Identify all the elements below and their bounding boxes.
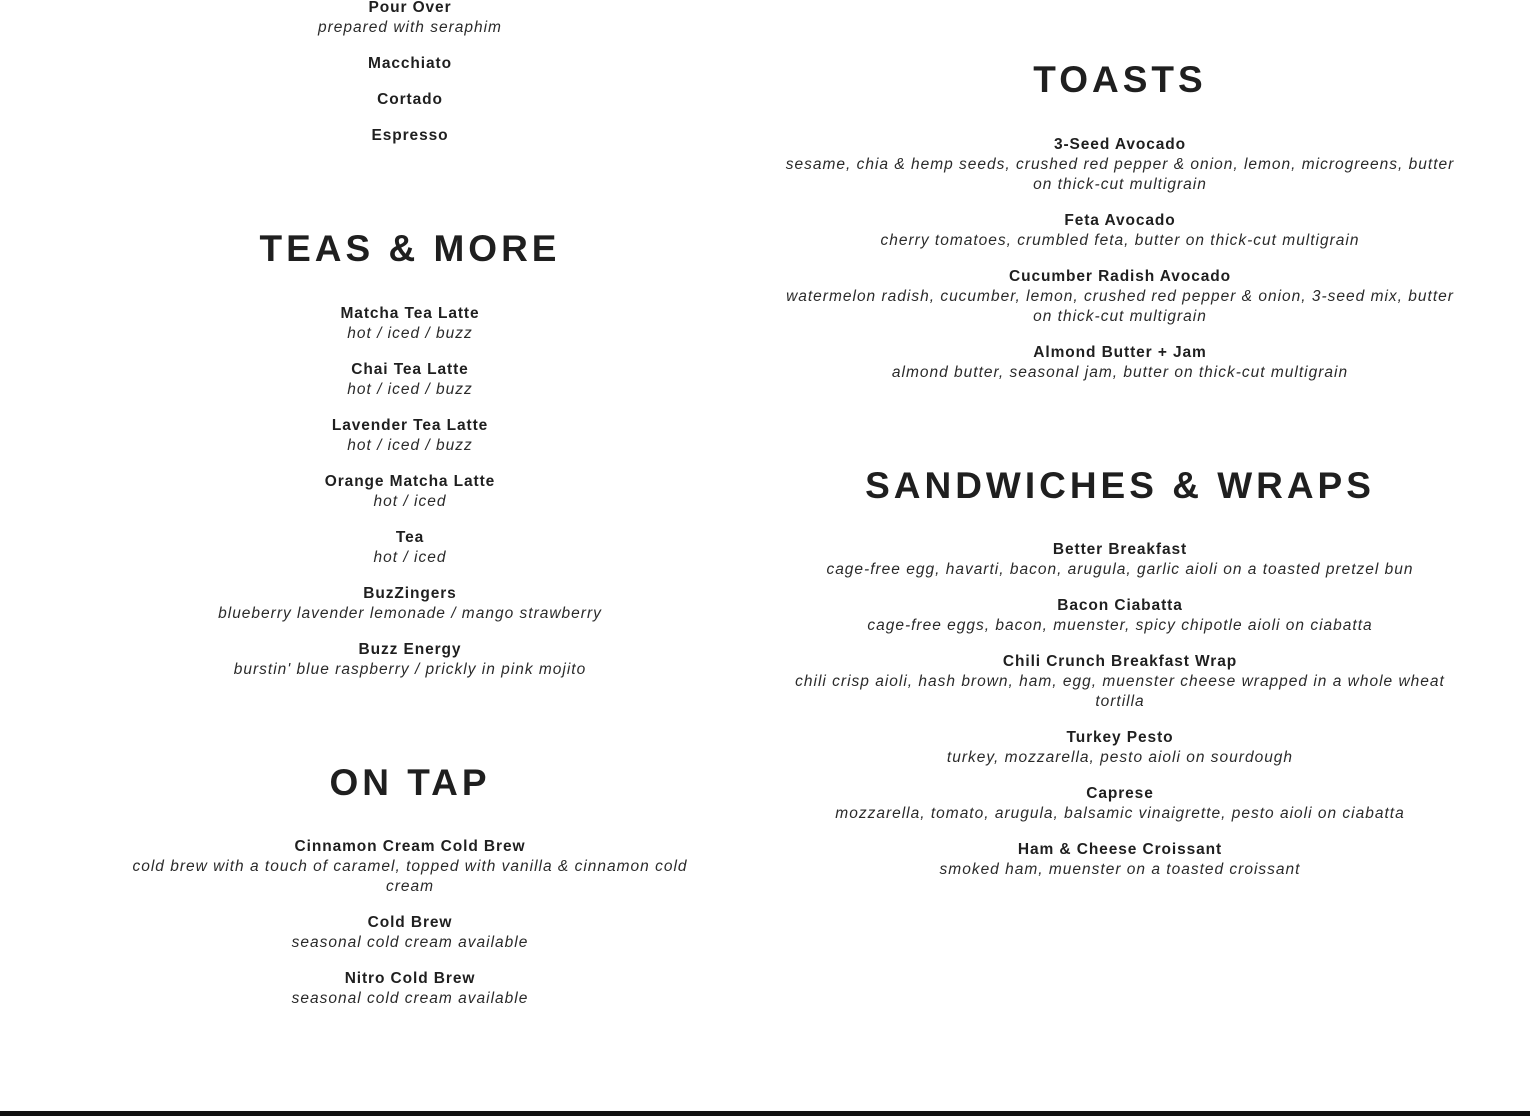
menu-item-description: hot / iced [373, 493, 447, 510]
sandwiches-section [775, 464, 1465, 896]
menu-item-name: Turkey Pesto [1066, 729, 1174, 746]
menu-item [110, 54, 710, 74]
menu-item-description: cold brew with a touch of caramel, topped with vanilla & cinnamon cold cream [132, 858, 688, 895]
menu-item [110, 640, 710, 680]
menu-item-name: Pour Over [368, 0, 452, 16]
menu-item-name: Buzz Energy [358, 641, 462, 658]
menu-item-name: Cold Brew [367, 914, 453, 931]
section-title-sandwiches: SANDWICHES & WRAPS [865, 465, 1375, 506]
menu-item [110, 472, 710, 512]
menu-item-name: Chili Crunch Breakfast Wrap [1002, 653, 1238, 670]
menu-item-description: blueberry lavender lemonade / mango strawberry [218, 605, 602, 622]
menu-item-name: Espresso [371, 127, 449, 144]
menu-item [110, 126, 710, 146]
menu-item [775, 135, 1465, 195]
menu-item-description: seasonal cold cream available [291, 934, 529, 951]
menu-item-description: smoked ham, muenster on a toasted croissant [939, 861, 1301, 878]
menu-item [110, 584, 710, 624]
menu-item-description: mozzarella, tomato, arugula, balsamic vinaigrette, pesto aioli on ciabatta [835, 805, 1405, 822]
menu-item-description: watermelon radish, cucumber, lemon, crushed red pepper & onion, 3-seed mix, butter on thick-cut multigrain [786, 288, 1454, 325]
menu-item [775, 267, 1465, 327]
menu-item [110, 304, 710, 344]
menu-item-name: Caprese [1086, 785, 1154, 802]
menu-item-name: Cucumber Radish Avocado [1009, 268, 1231, 285]
bottom-divider [0, 1111, 1530, 1116]
menu-item [775, 596, 1465, 636]
menu-item-description: seasonal cold cream available [291, 990, 529, 1007]
menu-item-name: 3-Seed Avocado [1053, 136, 1187, 153]
menu-item [775, 343, 1465, 383]
menu-item-name: Orange Matcha Latte [324, 473, 496, 490]
menu-item [110, 913, 710, 953]
coffee-section [110, 0, 710, 162]
menu-item [110, 90, 710, 110]
menu-item [775, 784, 1465, 824]
menu-item-name: Chai Tea Latte [351, 361, 469, 378]
toasts-section [775, 58, 1465, 399]
menu-item-name: Ham & Cheese Croissant [1017, 841, 1223, 858]
section-title-toasts: TOASTS [1033, 59, 1207, 100]
menu-item-name: Cortado [377, 91, 443, 108]
menu-item-description: cage-free eggs, bacon, muenster, spicy chipotle aioli on ciabatta [867, 617, 1373, 634]
menu-item-name: BuzZingers [363, 585, 457, 602]
coffee-items [110, 0, 710, 146]
ontap-items [110, 837, 710, 1009]
menu-item [775, 728, 1465, 768]
menu-item-description: hot / iced / buzz [347, 381, 473, 398]
menu-item-name: Nitro Cold Brew [344, 970, 476, 987]
menu-item-description: hot / iced [373, 549, 447, 566]
menu-item-name: Almond Butter + Jam [1033, 344, 1207, 361]
menu-item [775, 540, 1465, 580]
ontap-section [110, 761, 710, 1025]
menu-item-description: almond butter, seasonal jam, butter on thick-cut multigrain [891, 364, 1349, 381]
menu-item-description: sesame, chia & hemp seeds, crushed red pepper & onion, lemon, microgreens, butter on thick-cut multigrain [785, 156, 1455, 193]
menu-item-description: chili crisp aioli, hash brown, ham, egg, muenster cheese wrapped in a whole wheat tortilla [795, 673, 1445, 710]
menu-item [110, 969, 710, 1009]
menu-item-name: Better Breakfast [1052, 541, 1188, 558]
section-title-ontap: ON TAP [329, 762, 491, 803]
menu-item-description: turkey, mozzarella, pesto aioli on sourdough [946, 749, 1294, 766]
menu-item [775, 211, 1465, 251]
section-title-teas: TEAS & MORE [259, 228, 561, 269]
sandwiches-items [775, 540, 1465, 880]
menu-item [775, 840, 1465, 880]
menu-item-description: hot / iced / buzz [347, 325, 473, 342]
teas-items [110, 304, 710, 680]
teas-section [110, 227, 710, 696]
menu-item-description: cherry tomatoes, crumbled feta, butter on thick-cut multigrain [880, 232, 1360, 249]
menu-item [775, 652, 1465, 712]
menu-item-name: Tea [395, 529, 425, 546]
menu-item-description: hot / iced / buzz [347, 437, 473, 454]
menu-item-description: prepared with seraphim [318, 19, 502, 36]
menu-item [110, 416, 710, 456]
menu-item [110, 0, 710, 38]
menu-item-name: Macchiato [368, 55, 452, 72]
menu-item-description: burstin' blue raspberry / prickly in pink mojito [233, 661, 587, 678]
menu-item [110, 528, 710, 568]
menu-item-name: Bacon Ciabatta [1057, 597, 1183, 614]
menu-item [110, 837, 710, 897]
menu-item-name: Feta Avocado [1064, 212, 1176, 229]
menu-item-name: Cinnamon Cream Cold Brew [294, 838, 526, 855]
toasts-items [775, 135, 1465, 383]
menu-item-name: Lavender Tea Latte [331, 417, 489, 434]
menu-item-name: Matcha Tea Latte [340, 305, 480, 322]
menu-item [110, 360, 710, 400]
menu-item-description: cage-free egg, havarti, bacon, arugula, garlic aioli on a toasted pretzel bun [826, 561, 1414, 578]
